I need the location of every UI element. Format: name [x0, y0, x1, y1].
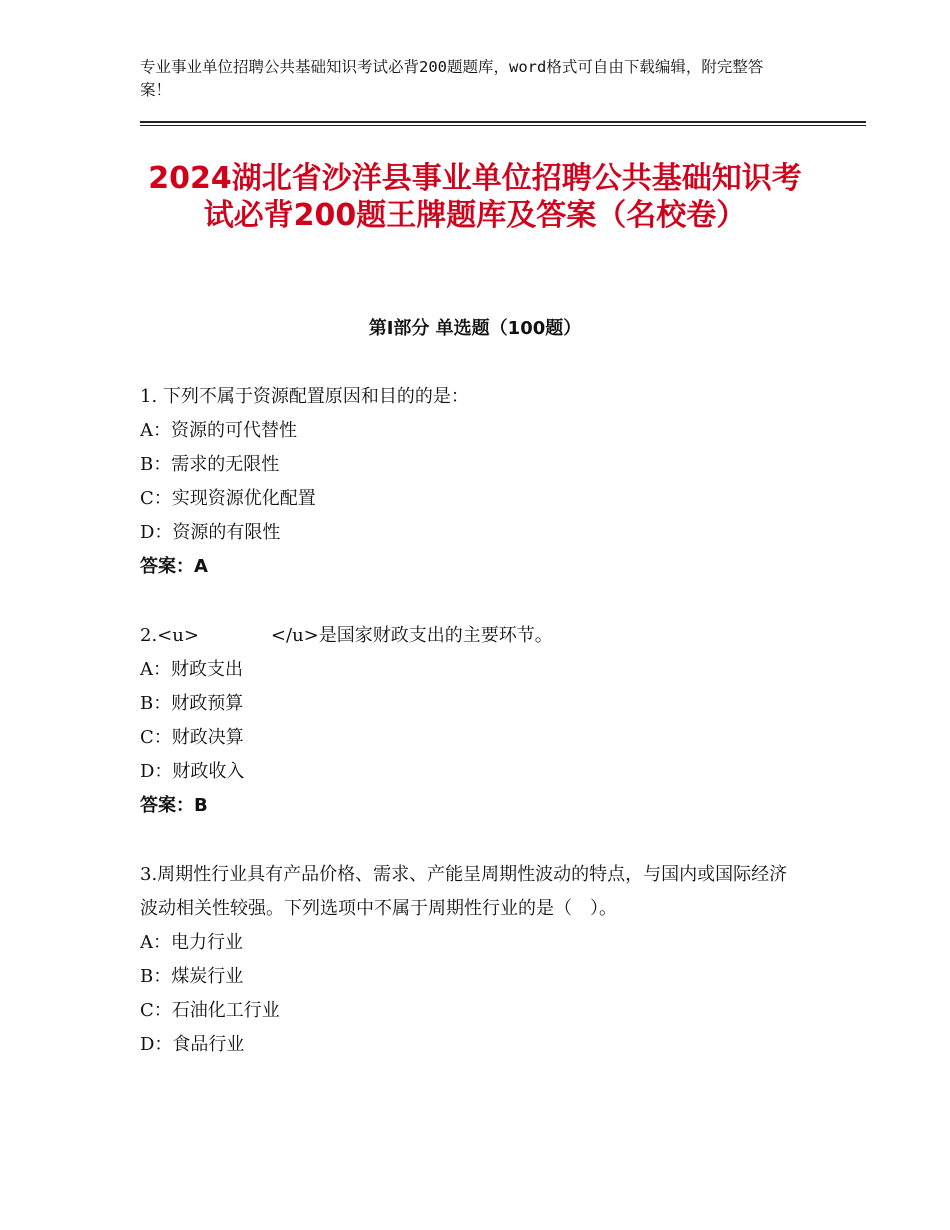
option-c: C：财政决算 — [140, 727, 244, 748]
option-a: A：电力行业 — [140, 932, 243, 953]
answer: 答案：A — [140, 556, 208, 577]
header-rule-thin — [140, 125, 866, 126]
question-stem: 1. 下列不属于资源配置原因和目的的是： — [140, 386, 469, 407]
question-1 — [140, 380, 800, 584]
header-rule-thick — [140, 121, 866, 123]
document-title: 2024湖北省沙洋县事业单位招聘公共基础知识考试必背200题王牌题库及答案（名校卷） — [148, 161, 802, 233]
option-a: A：资源的可代替性 — [140, 420, 297, 441]
header-note: 专业事业单位招聘公共基础知识考试必背200题题库，word格式可自由下载编辑，附完整答案！ — [140, 58, 764, 99]
question-2 — [140, 619, 800, 823]
section-heading: 第Ⅰ部分 单选题（100题） — [368, 318, 582, 339]
option-d: D：食品行业 — [140, 1034, 245, 1055]
option-c: C：实现资源优化配置 — [140, 488, 316, 509]
question-3 — [140, 858, 800, 1062]
option-b: B：财政预算 — [140, 693, 244, 714]
question-stem: 3.周期性行业具有产品价格、需求、产能呈周期性波动的特点，与国内或国际经济波动相关性较强。下列选项中不属于周期性行业的是（ ）。 — [140, 864, 788, 919]
option-b: B：煤炭行业 — [140, 966, 244, 987]
question-stem: 2.<u> </u>是国家财政支出的主要环节。 — [140, 625, 553, 646]
answer: 答案：B — [140, 795, 208, 816]
option-b: B：需求的无限性 — [140, 454, 280, 475]
option-a: A：财政支出 — [140, 659, 243, 680]
option-d: D：资源的有限性 — [140, 522, 281, 543]
option-d: D：财政收入 — [140, 761, 245, 782]
option-c: C：石油化工行业 — [140, 1000, 280, 1021]
